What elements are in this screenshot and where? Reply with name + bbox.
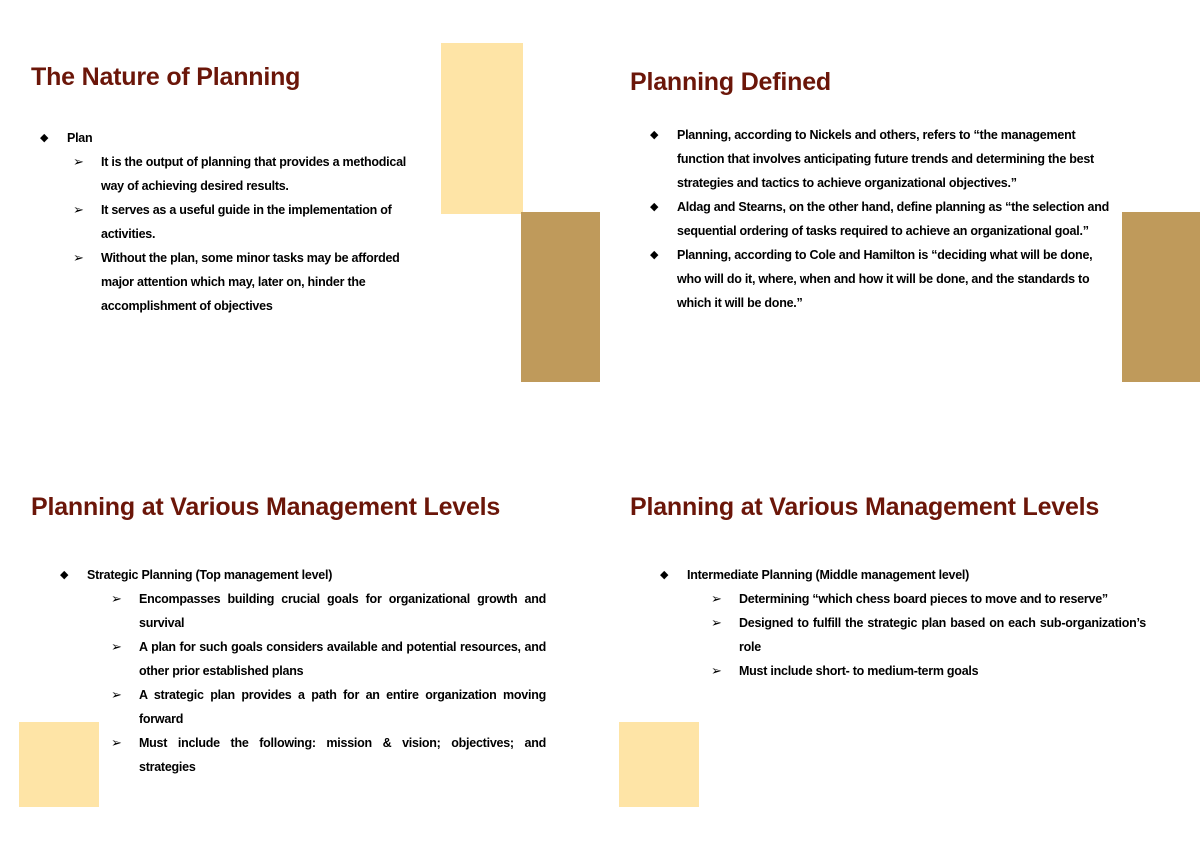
sub-list-item-text: Without the plan, some minor tasks may be afforded major attention which may, later on, hinder the accomplishment of objectives [101,251,400,313]
list-item [40,126,420,318]
sub-list-item-text: It serves as a useful guide in the implementation of activities. [101,203,392,241]
slide-title: Planning Defined [630,68,831,96]
sub-list-item-text: Determining “which chess board pieces to move and to reserve” [739,592,1108,606]
sub-list-item-text: A strategic plan provides a path for an entire organization moving forward [139,688,546,726]
arrow-bullet-icon: ➢ [111,735,122,750]
arrow-bullet-icon: ➢ [111,639,122,654]
list-item [650,195,1110,243]
arrow-bullet-icon: ➢ [711,591,722,606]
diamond-bullet-icon: ◆ [660,569,669,581]
bullet-list [650,123,1110,315]
arrow-bullet-icon: ➢ [73,154,84,169]
slide-title: Planning at Various Management Levels [630,493,1100,521]
decorative-block-dark [521,212,600,382]
sub-list-item-text: It is the output of planning that provides a methodical way of achieving desired results. [101,155,407,193]
diamond-bullet-icon: ◆ [650,249,659,261]
list-item-text: Planning, according to Nickels and others, refers to “the management function that involves anticipating future trends and determining the best strategies and tactics to achieve organizational objectives.” [677,128,1094,190]
sub-list [60,587,546,779]
sub-list-item [40,150,420,198]
list-item [60,563,546,779]
slide-management-levels-strategic [0,425,600,849]
sub-list-item [40,246,420,318]
diamond-bullet-icon: ◆ [60,569,69,581]
sub-list-item [660,611,1146,659]
arrow-bullet-icon: ➢ [711,663,722,678]
arrow-bullet-icon: ➢ [711,615,722,630]
sub-list [40,150,420,318]
bullet-list [40,126,420,318]
diamond-bullet-icon: ◆ [650,201,659,213]
decorative-block-dark [1122,212,1200,382]
arrow-bullet-icon: ➢ [73,202,84,217]
sub-list-item-text: Designed to fulfill the strategic plan based on each sub-organization’s role [739,616,1146,654]
list-item-text: Aldag and Stearns, on the other hand, define planning as “the selection and sequential ordering of tasks required to achieve an organizational goal.” [677,200,1110,238]
sub-list [660,587,1146,683]
sub-list-item-text: Must include the following: mission & vision; objectives; and strategies [139,736,546,774]
list-item-label: Strategic Planning (Top management level) [87,568,333,582]
sub-list-item [60,587,546,635]
bullet-list [660,563,1146,683]
list-item-label: Plan [67,131,93,145]
bullet-list [60,563,546,779]
sub-list-item [60,635,546,683]
list-item [650,123,1110,195]
decorative-block-light [441,43,523,214]
list-item-label: Intermediate Planning (Middle management level) [687,568,970,582]
sub-list-item [60,731,546,779]
sub-list-item [660,659,1146,683]
sub-list-item-text: Encompasses building crucial goals for organizational growth and survival [139,592,546,630]
sub-list-item [60,683,546,731]
sub-list-item [660,587,1146,611]
slide-title: Planning at Various Management Levels [31,493,501,521]
arrow-bullet-icon: ➢ [111,591,122,606]
slide-planning-defined [600,0,1200,424]
list-item [660,563,1146,683]
slide-title: The Nature of Planning [31,63,301,91]
sub-list-item-text: Must include short- to medium-term goals [739,664,979,678]
diamond-bullet-icon: ◆ [650,129,659,141]
sub-list-item-text: A plan for such goals considers available and potential resources, and other prior established plans [139,640,546,678]
diamond-bullet-icon: ◆ [40,132,49,144]
sub-list-item [40,198,420,246]
arrow-bullet-icon: ➢ [111,687,122,702]
decorative-block-light [619,722,699,807]
slide-management-levels-intermediate [600,425,1200,849]
list-item-text: Planning, according to Cole and Hamilton is “deciding what will be done, who will do it, where, when and how it will be done, and the standards to which it will be done.” [677,248,1093,310]
slide-nature-of-planning [0,0,600,424]
list-item [650,243,1110,315]
arrow-bullet-icon: ➢ [73,250,84,265]
